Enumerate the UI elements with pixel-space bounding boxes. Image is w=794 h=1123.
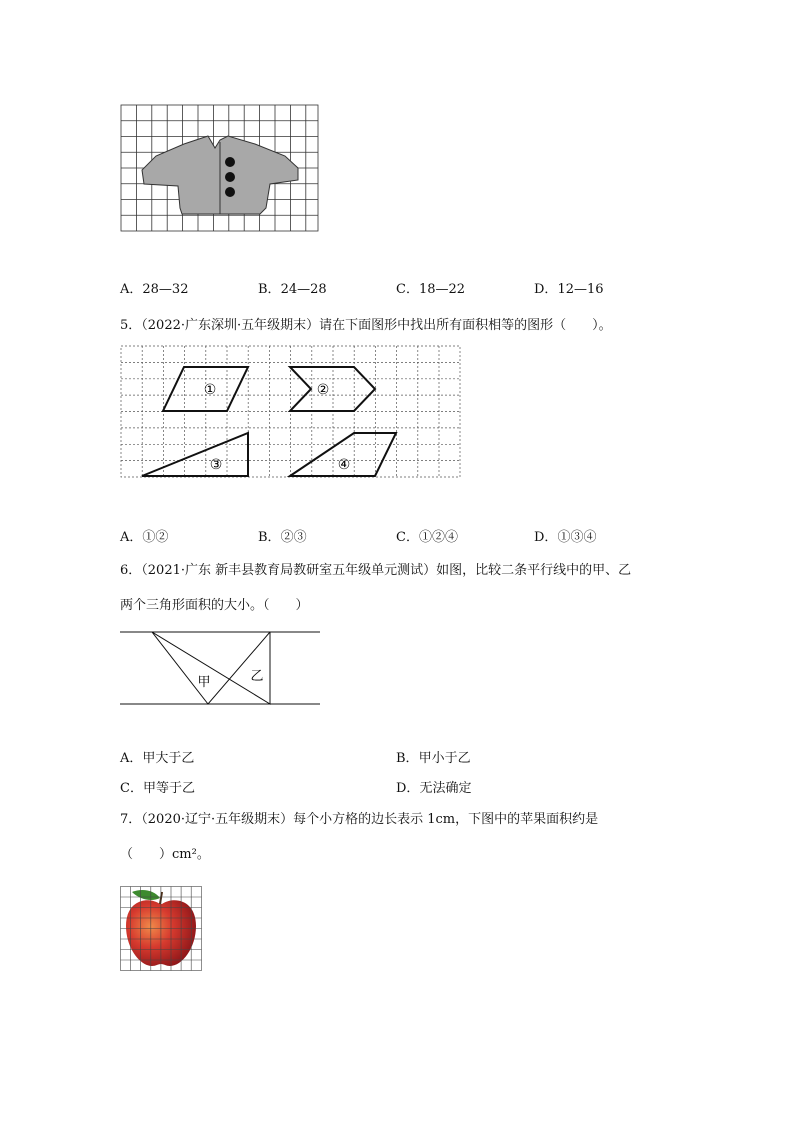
shape-label-1: ① <box>203 382 217 398</box>
q6-option-b[interactable]: B．甲小于乙 <box>396 751 471 766</box>
apple-leaf <box>132 890 160 900</box>
shapes-grid-svg <box>120 345 462 480</box>
parallel-lines-figure <box>120 628 320 708</box>
q5-option-c[interactable]: C．①②④ <box>396 530 458 545</box>
shape-3-triangle <box>142 433 248 476</box>
label-yi: 乙 <box>250 669 264 684</box>
label-jia: 甲 <box>197 675 211 690</box>
q6-option-c[interactable]: C．甲等于乙 <box>120 781 195 796</box>
q4-option-d[interactable]: D．12—16 <box>534 282 604 297</box>
q5-option-d[interactable]: D．①③④ <box>534 530 597 545</box>
sweater-grid-figure <box>120 104 320 234</box>
q6-option-a[interactable]: A．甲大于乙 <box>120 751 195 766</box>
parallel-lines-svg <box>120 628 320 708</box>
q6-stem-line2: 两个三角形面积的大小。（ ） <box>120 598 309 613</box>
q5-stem: 5．（2022·广东深圳·五年级期末）请在下面图形中找出所有面积相等的图形（ ）。 <box>120 318 612 333</box>
shape-2-arrow <box>290 367 375 411</box>
shapes-grid-figure <box>120 345 462 480</box>
q5-option-a[interactable]: A．①② <box>120 530 169 545</box>
apple-grid-figure <box>120 886 204 972</box>
shape-label-4: ④ <box>337 457 351 473</box>
q6-option-d[interactable]: D．无法确定 <box>396 781 472 796</box>
q7-stem-line2: （ ）cm²。 <box>120 847 210 862</box>
q5-option-b[interactable]: B．②③ <box>258 530 307 545</box>
q7-stem-line1: 7．（2020·辽宁·五年级期末）每个小方格的边长表示 1cm，下图中的苹果面积约是 <box>120 812 599 827</box>
q6-stem-line1: 6．（2021·广东 新丰县教育局教研室五年级单元测试）如图，比较二条平行线中的甲、乙 <box>120 563 632 578</box>
q4-option-c[interactable]: C．18—22 <box>396 282 466 297</box>
q4-option-a[interactable]: A．28—32 <box>120 282 189 297</box>
sweater-grid-svg <box>120 104 320 234</box>
shape-label-2: ② <box>316 382 330 398</box>
q4-option-b[interactable]: B．24—28 <box>258 282 327 297</box>
shape-label-3: ③ <box>209 457 223 473</box>
apple-grid-svg <box>120 886 204 972</box>
